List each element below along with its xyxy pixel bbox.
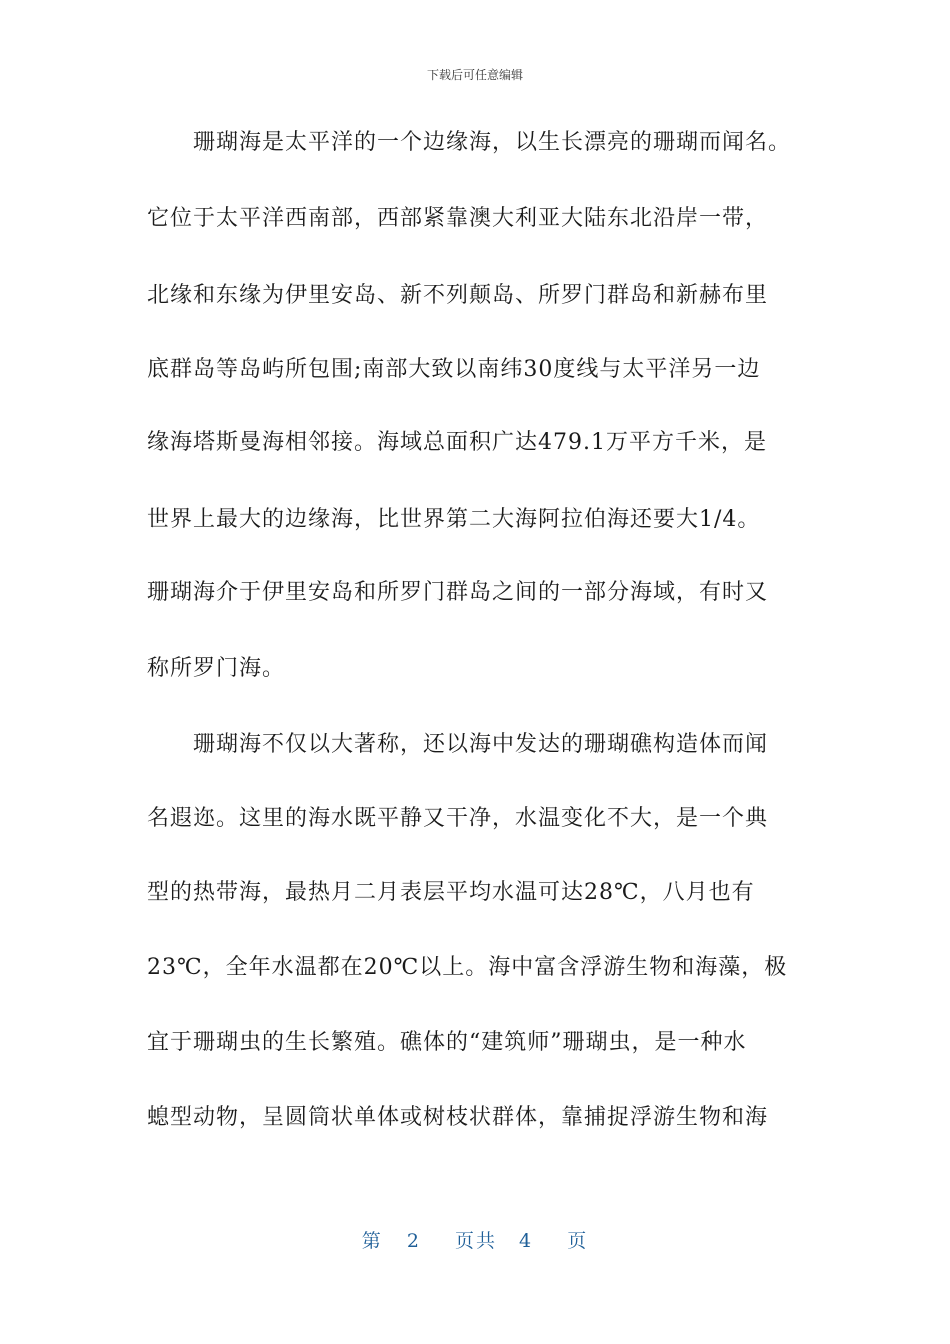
paragraph-2-line-5: 宜于珊瑚虫的生长繁殖。礁体的“建筑师”珊瑚虫，是一种水 <box>147 1030 747 1055</box>
paragraph-1-line-1: 珊瑚海是太平洋的一个边缘海，以生长漂亮的珊瑚而闻名。 <box>193 130 792 155</box>
paragraph-1-line-8: 称所罗门海。 <box>147 656 286 681</box>
paragraph-1-line-2: 它位于太平洋西南部，西部紧靠澳大利亚大陆东北沿岸一带， <box>147 206 769 231</box>
paragraph-2-line-3: 型的热带海，最热月二月表层平均水温可达28℃，八月也有 <box>147 880 755 905</box>
paragraph-2-line-6: 螅型动物，呈圆筒状单体或树枝状群体，靠捕捉浮游生物和海 <box>147 1105 769 1130</box>
paragraph-2-line-2: 名遐迩。这里的海水既平静又干净，水温变化不大，是一个典 <box>147 806 769 831</box>
footer-page-middle: 页共 <box>454 1230 497 1252</box>
paragraph-1-line-5: 缘海塔斯曼海相邻接。海域总面积广达479.1万平方千米，是 <box>147 430 767 455</box>
paragraph-1-line-7: 珊瑚海介于伊里安岛和所罗门群岛之间的一部分海域，有时又 <box>147 580 769 605</box>
paragraph-1-line-6: 世界上最大的边缘海，比世界第二大海阿拉伯海还要大1/4。 <box>147 507 761 532</box>
page-footer <box>0 1226 950 1253</box>
footer-page-suffix: 页 <box>567 1230 589 1252</box>
paragraph-2-line-4: 23℃，全年水温都在20℃以上。海中富含浮游生物和海藻，极 <box>147 955 788 980</box>
footer-page-prefix: 第 <box>361 1230 383 1252</box>
paragraph-1-line-3: 北缘和东缘为伊里安岛、新不列颠岛、所罗门群岛和新赫布里 <box>147 283 769 308</box>
page-header-note: 下载后可任意编辑 <box>426 68 523 82</box>
footer-total-pages: 4 <box>519 1230 534 1252</box>
footer-page-number: 2 <box>406 1230 421 1252</box>
paragraph-2-line-1: 珊瑚海不仅以大著称，还以海中发达的珊瑚礁构造体而闻 <box>193 732 769 757</box>
paragraph-1-line-4: 底群岛等岛屿所包围;南部大致以南纬30度线与太平洋另一边 <box>147 357 761 382</box>
